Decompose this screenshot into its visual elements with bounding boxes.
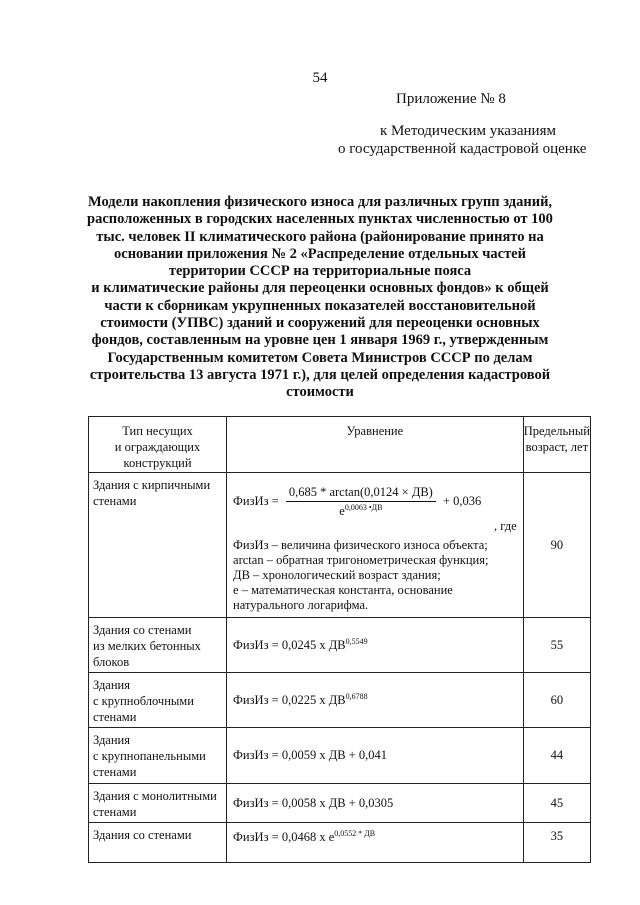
max-age-cell: 55: [523, 618, 590, 673]
table-row: [89, 673, 591, 728]
table-header-row: [89, 417, 591, 473]
title-line: стоимости (УПВС) зданий и сооружений для переоценки основных: [100, 315, 540, 332]
header-max-age: Предельный возраст, лет: [523, 417, 590, 473]
wear-models-table: [88, 416, 591, 863]
equation-legend: ФизИз – величина физического износа объекта; arctan – обратная тригонометрическая функция; ДВ – хронологический возраст здания; е – математическая константа, основание натурального логарифма.: [233, 538, 489, 613]
title-line: тыс. человек II климатического района (районирование принято на: [96, 228, 544, 245]
equation-cell: ФизИз = 0,0059 х ДВ + 0,041: [227, 728, 524, 784]
title-line: основании приложения № 2 «Распределение отдельных частей: [114, 245, 526, 262]
header-equation: Уравнение: [227, 417, 524, 473]
table-row: [89, 473, 591, 618]
construction-type-cell: Здания со стенами: [89, 823, 227, 863]
page-number: 54: [312, 70, 328, 86]
equation-cell: ФизИз = 0,0225 х $ДВ^{0,6788}$: [227, 673, 524, 728]
equation-cell: ФизИз = 0,0058 х ДВ + 0,0305: [227, 784, 524, 823]
title-line: территории СССР на территориальные пояса: [168, 263, 472, 280]
title-line: строительства 13 августа 1971 г.), для целей определения кадастровой: [89, 366, 551, 383]
table-row: [89, 728, 591, 784]
table-row: [89, 784, 591, 823]
construction-type-cell: Здания с кирпичными стенами: [89, 473, 227, 618]
title-line: фондов, составленным на уровне цен 1 января 1969 г., утвержденным: [91, 332, 549, 349]
title-line: Государственным комитетом Совета Министров СССР по делам: [107, 349, 533, 366]
title-line: части к сборникам укрупненных показателей восстановительной: [104, 297, 536, 314]
appendix-label: Приложение № 8: [396, 91, 506, 107]
title-line: расположенных в городских населенных пунктах численностью от 100: [87, 211, 553, 228]
title-line: и климатические районы для переоценки основных фондов» к общей: [91, 280, 549, 297]
appendix-reference-line-1: к Методическим указаниям: [380, 123, 556, 139]
max-age-cell: 35: [523, 823, 590, 863]
equation-fraction: $\frac{0,685 * \arctan(0,0124 \times ДВ)}{e^{0,0063 •ДВ}}$: [286, 485, 436, 519]
max-age-cell: 44: [523, 728, 590, 784]
table-row: [89, 823, 591, 863]
brick-equation: ФизИз = $\frac{0,685 * \arctan(0,0124 \times ДВ)}{e^{0,0063 •ДВ}}$ + 0,036: [233, 485, 482, 519]
max-age-cell: 60: [523, 673, 590, 728]
equation-cell: ФизИз = 0,0245 х $ДВ^{0,5549}$: [227, 618, 524, 673]
construction-type-cell: Здания с монолитными стенами: [89, 784, 227, 823]
equation-cell: ФизИз = $\frac{0,685 * \arctan(0,0124 \times ДВ)}{e^{0,0063 •ДВ}}$ + 0,036 , где ФизИз – величина физического износа объекта; arctan – обратная тригонометрическая функция; ДВ – хронологический возраст здания; е – математическая константа, основание натурального логарифма.: [227, 473, 524, 618]
title-line: стоимости: [286, 384, 354, 401]
appendix-reference-line-2: о государственной кадастровой оценке: [338, 141, 587, 157]
table-row: [89, 618, 591, 673]
equation-cell: ФизИз = 0,0468 х $е^{0,0552 * ДВ}$: [227, 823, 524, 863]
construction-type-cell: Здания с крупнопанельными стенами: [89, 728, 227, 784]
max-age-cell: 45: [523, 784, 590, 823]
header-construction-type: Тип несущих и ограждающих конструкций: [89, 417, 227, 473]
document-title: [80, 194, 560, 402]
construction-type-cell: Здания с крупноблочными стенами: [89, 673, 227, 728]
title-line: Модели накопления физического износа для различных групп зданий,: [87, 194, 553, 210]
construction-type-cell: Здания со стенами из мелких бетонных блоков: [89, 618, 227, 673]
max-age-cell: 90: [523, 473, 590, 618]
